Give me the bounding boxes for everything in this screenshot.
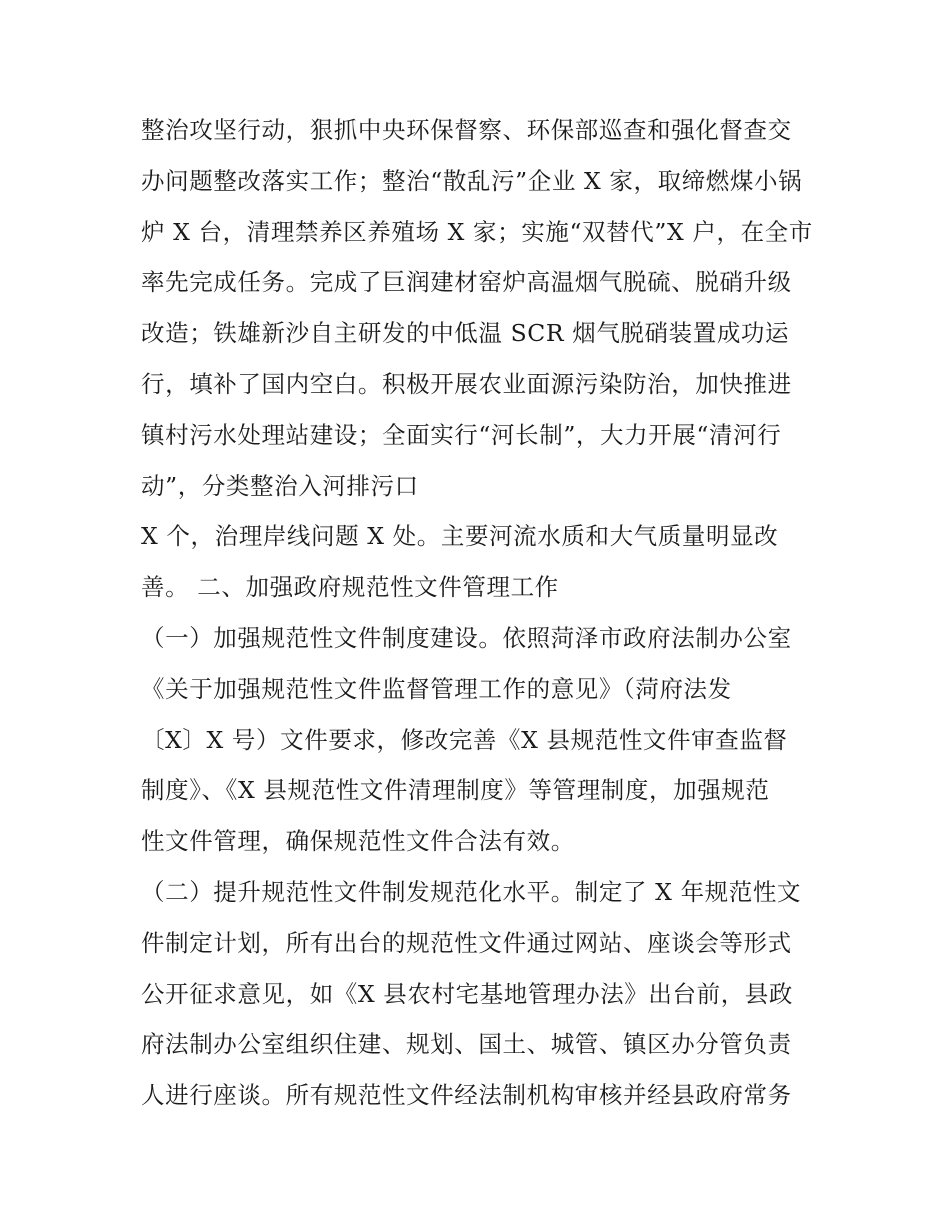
subsection-heading-2: （二）提升规范性文件制发规范化水平。制定了 X 年规范性文 <box>141 877 802 906</box>
text-line: 率先完成任务。完成了巨润建材窑炉高温烟气脱硫、脱硝升级 <box>141 268 792 297</box>
text-line: 府法制办公室组织住建、规划、国土、城管、镇区办分管负责 <box>141 1030 792 1059</box>
text-line: 制度》、《X 县规范性文件清理制度》等管理制度，加强规范 <box>141 776 770 805</box>
text-line: 镇村污水处理站建设；全面实行“河长制”，大力开展“清河行 <box>141 420 782 449</box>
text-line: 炉 X 台，清理禁养区养殖场 X 家；实施“双替代”X 户，在全市 <box>141 217 813 246</box>
text-line: 性文件管理，确保规范性文件合法有效。 <box>141 827 575 856</box>
subsection-heading-1: （一）加强规范性文件制度建设。依照菏泽市政府法制办公室 <box>141 623 792 652</box>
section-heading: 善。 二、加强政府规范性文件管理工作 <box>141 573 559 602</box>
text-line: 改造；铁雄新沙自主研发的中低温 SCR 烟气脱硝装置成功运 <box>141 319 790 348</box>
text-line: X 个，治理岸线问题 X 处。主要河流水质和大气质量明显改 <box>141 522 779 551</box>
text-line: 《关于加强规范性文件监督管理工作的意见》（菏府法发 <box>141 674 732 703</box>
text-line: 行，填补了国内空白。积极开展农业面源污染防治，加快推进 <box>141 369 792 398</box>
text-line: 动”，分类整治入河排污口 <box>141 471 419 500</box>
text-line: 人进行座谈。所有规范性文件经法制机构审核并经县政府常务 <box>141 1081 792 1110</box>
text-line: 办问题整改落实工作；整治“散乱污”企业 X 家，取缔燃煤小锅 <box>141 166 803 195</box>
text-line: 公开征求意见，如《X 县农村宅基地管理办法》出台前，县政 <box>141 979 793 1008</box>
text-line: 〔X〕X 号）文件要求，修改完善《X 县规范性文件审查监督 <box>141 725 788 754</box>
text-line: 件制定计划，所有出台的规范性文件通过网站、座谈会等形式 <box>141 928 792 957</box>
text-line: 整治攻坚行动，狠抓中央环保督察、环保部巡查和强化督查交 <box>141 116 792 144</box>
body-text <box>141 105 821 1121</box>
